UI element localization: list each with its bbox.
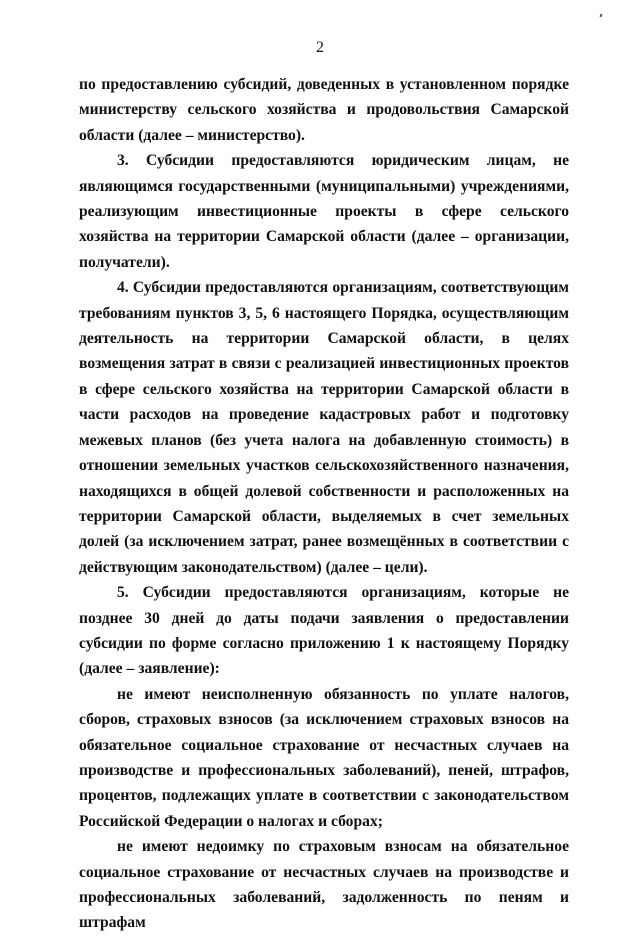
- page-number: 2: [316, 39, 324, 56]
- paragraph-item-3: 3. Субсидии предоставляются юридическим лицам, не являющимся государственными (муниципальными) учреждениями, реализующим инвестиционные проекты в сфере сельского хозяйства на территории Самарской области (далее – организации, получатели).: [79, 152, 569, 271]
- paragraph-item-4: 4. Субсидии предоставляются организациям, соответствующим требованиям пунктов 3, 5, 6 настоящего Порядка, осуществляющим деятельность на территории Самарской области, в целях возмещения затрат в связи с реализацией инвестиционных проектов в сфере сельского хозяйства на территории Самарской области в части расходов на проведение кадастровых работ и подготовку межевых планов (без учета налога на добавленную стоимость) в отношении земельных участков сельскохозяйственного назначения, находящихся в общей долевой собственности и расположенных на территории Самарской области, выделяемых в счет земельных долей (за исключением затрат, ранее возмещённых в соответствии с действующим законодательством) (далее – цели).: [79, 279, 569, 576]
- document-body: [79, 72, 569, 936]
- paragraph-continuation: по предоставлению субсидий, доведенных в установленном порядке министерству сельского хозяйства и продовольствия Самарской области (далее – министерство).: [79, 76, 569, 144]
- paragraph-condition-insurance: не имеют недоимку по страховым взносам на обязательное социальное страхование от несчастных случаев на производстве и профессиональных заболеваний, задолженность по пеням и штрафам: [79, 838, 569, 932]
- paragraph-item-5: 5. Субсидии предоставляются организациям, которые не позднее 30 дней до даты подачи заявления о предоставлении субсидии по форме согласно приложению 1 к настоящему Порядку (далее – заявление):: [79, 584, 569, 678]
- scan-speck: [600, 14, 603, 18]
- paragraph-condition-taxes: не имеют неисполненную обязанность по уплате налогов, сборов, страховых взносов (за исключением страховых взносов на обязательное социальное страхование от несчастных случаев на производстве и профессиональных заболеваний), пеней, штрафов, процентов, подлежащих уплате в соответствии с законодательством Российской Федерации о налогах и сборах;: [79, 685, 569, 830]
